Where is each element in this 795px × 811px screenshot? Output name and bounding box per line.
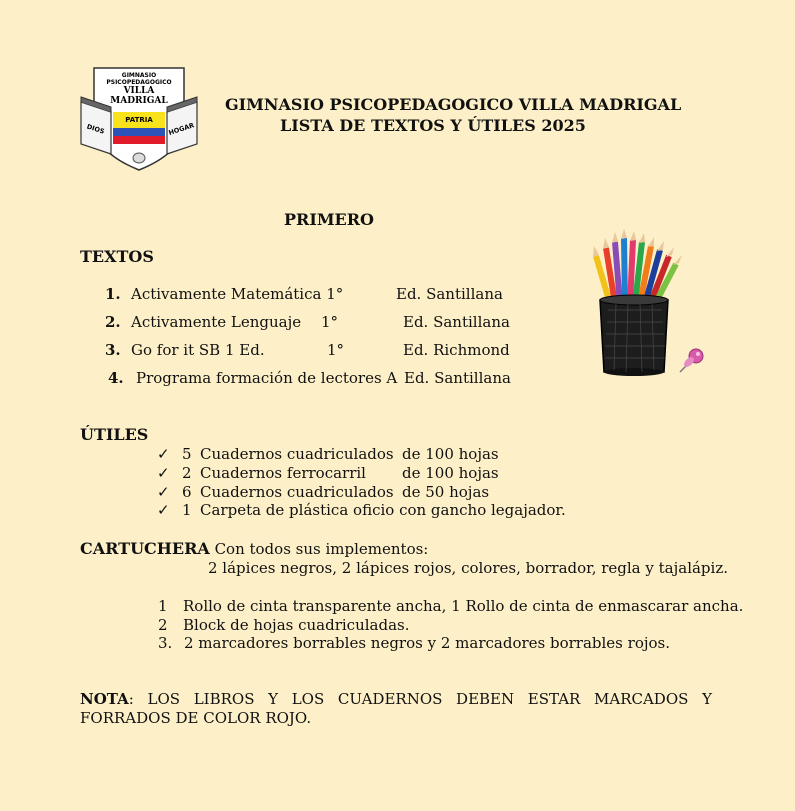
flag-blue-stripe bbox=[113, 128, 165, 136]
utiles-item-spec: de 100 hojas bbox=[402, 464, 499, 482]
text-item-number: 4. bbox=[108, 369, 124, 387]
school-name-heading: GIMNASIO PSICOPEDAGOGICO VILLA MADRIGAL bbox=[225, 95, 682, 114]
text-item-title: Activamente Matemática 1° bbox=[131, 285, 344, 303]
utiles-item-name: Carpeta de plástica oficio con gancho legajador. bbox=[200, 501, 566, 519]
text-item-number: 2. bbox=[105, 313, 121, 331]
crest-center-label: PATRIA bbox=[125, 116, 153, 124]
note-text-1: : LOS LIBROS Y LOS CUADERNOS DEBEN ESTAR MARCADOS Y bbox=[128, 690, 712, 708]
utiles-section-heading: ÚTILES bbox=[80, 425, 149, 444]
list-title-heading: LISTA DE TEXTOS Y ÚTILES 2025 bbox=[280, 116, 586, 135]
extras-item-text: Block de hojas cuadriculadas. bbox=[183, 616, 410, 634]
crest-name-line1: GIMNASIO bbox=[121, 72, 157, 79]
note-label: NOTA bbox=[80, 690, 129, 708]
utiles-item-qty: 1 bbox=[182, 501, 192, 519]
extras-item-number: 2 bbox=[158, 616, 168, 634]
cartuchera-intro: Con todos sus implementos: bbox=[214, 540, 429, 558]
text-item-publisher: Ed. Richmond bbox=[403, 341, 510, 359]
grade-heading: PRIMERO bbox=[284, 210, 374, 229]
check-icon: ✓ bbox=[157, 501, 170, 519]
cartuchera-detail: 2 lápices negros, 2 lápices rojos, colores, borrador, regla y tajalápiz. bbox=[208, 559, 729, 577]
utiles-item-qty: 5 bbox=[182, 445, 192, 463]
crest-right-book-label: HOGAR bbox=[167, 121, 196, 137]
crest-left-book-label: DIOS bbox=[85, 122, 106, 136]
text-item-grade: 1° bbox=[321, 313, 339, 331]
text-item-title: Programa formación de lectores A bbox=[136, 369, 398, 387]
utiles-item-name: Cuadernos cuadriculados bbox=[200, 445, 394, 463]
extras-item-text: Rollo de cinta transparente ancha, 1 Rollo de cinta de enmascarar ancha. bbox=[183, 597, 744, 615]
note-line-2: FORRADOS DE COLOR ROJO. bbox=[80, 709, 312, 727]
utiles-item-qty: 6 bbox=[182, 483, 192, 501]
pencil-cup-icon bbox=[588, 226, 713, 378]
cartuchera-line bbox=[80, 540, 428, 558]
text-item-title: Activamente Lenguaje bbox=[131, 313, 302, 331]
text-item-number: 3. bbox=[105, 341, 121, 359]
utiles-item-spec: de 50 hojas bbox=[402, 483, 490, 501]
check-icon: ✓ bbox=[157, 445, 170, 463]
crest-emblem-icon bbox=[133, 153, 145, 163]
check-icon: ✓ bbox=[157, 464, 170, 482]
utiles-item-qty: 2 bbox=[182, 464, 192, 482]
text-item-publisher: Ed. Santillana bbox=[404, 369, 511, 387]
text-item-publisher: Ed. Santillana bbox=[403, 313, 510, 331]
utiles-item-name: Cuadernos ferrocarril bbox=[200, 464, 366, 482]
extras-item-number: 3. bbox=[158, 634, 173, 652]
check-icon: ✓ bbox=[157, 483, 170, 501]
texts-section-heading: TEXTOS bbox=[80, 247, 154, 266]
utiles-item-name: Cuadernos cuadriculados bbox=[200, 483, 394, 501]
school-crest-logo bbox=[78, 64, 203, 174]
push-pin-icon bbox=[680, 349, 703, 372]
flag-red-stripe bbox=[113, 136, 165, 144]
extras-item-number: 1 bbox=[158, 597, 168, 615]
utiles-item-spec: de 100 hojas bbox=[402, 445, 499, 463]
extras-item-text: 2 marcadores borrables negros y 2 marcadores borrables rojos. bbox=[184, 634, 670, 652]
crest-name-line2: PSICOPEDAGOGICO bbox=[106, 79, 172, 86]
crest-name-line4: MADRIGAL bbox=[110, 96, 168, 106]
text-item-title: Go for it SB 1 Ed. bbox=[131, 341, 265, 359]
text-item-publisher: Ed. Santillana bbox=[396, 285, 503, 303]
text-item-number: 1. bbox=[105, 285, 121, 303]
crest-name-line3: VILLA bbox=[123, 86, 155, 96]
cartuchera-heading: CARTUCHERA bbox=[80, 539, 210, 558]
note-line-1 bbox=[80, 690, 712, 708]
text-item-grade: 1° bbox=[327, 341, 345, 359]
